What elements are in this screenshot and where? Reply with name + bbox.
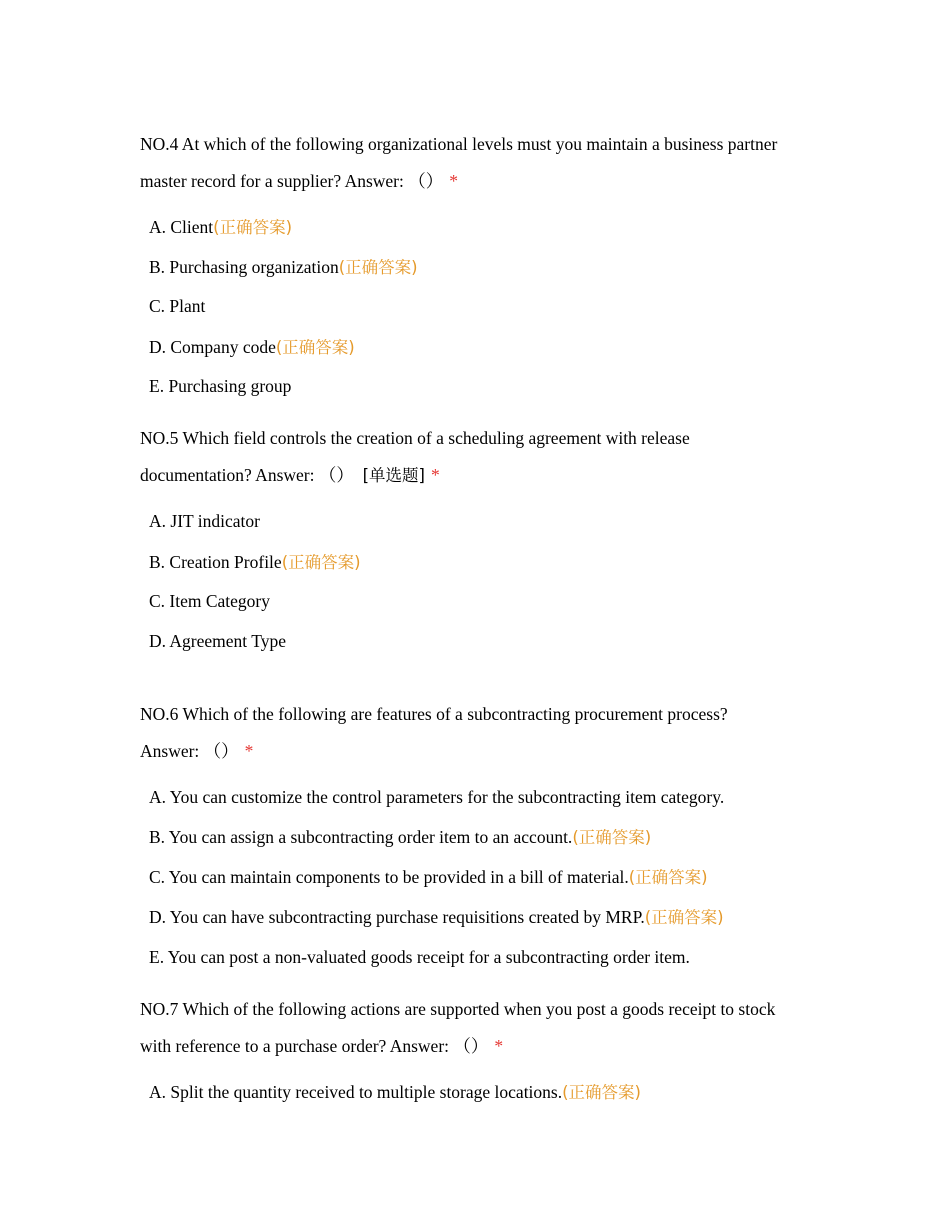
correct-answer-mark: (正确答案) — [562, 1083, 641, 1102]
option-text: A. Client — [149, 217, 214, 237]
correct-answer-mark: (正确答案) — [275, 338, 355, 357]
option-text: B. You can assign a subcontracting order item to an account. — [149, 827, 573, 847]
option-6e — [149, 946, 690, 968]
option-4e — [149, 375, 291, 397]
required-mark: * — [494, 1035, 504, 1056]
option-text: D. You can have subcontracting purchase requisitions created by MRP. — [149, 907, 645, 927]
option-5b — [149, 551, 361, 574]
option-4b — [149, 256, 418, 279]
correct-answer-mark: (正确答案) — [281, 553, 361, 572]
option-text: A. Split the quantity received to multiple storage locations. — [149, 1082, 563, 1102]
option-text: E. You can post a non-valuated goods receipt for a subcontracting order item. — [149, 947, 690, 967]
option-4a — [149, 216, 292, 239]
option-6b — [149, 826, 651, 849]
option-7a — [149, 1081, 641, 1104]
correct-answer-mark: (正确答案) — [213, 218, 293, 237]
correct-answer-mark: (正确答案) — [572, 828, 652, 847]
required-mark: * — [244, 740, 254, 761]
question-5 — [140, 420, 790, 494]
correct-answer-mark: (正确答案) — [644, 908, 724, 927]
required-mark: * — [430, 464, 440, 485]
correct-answer-mark: (正确答案) — [338, 258, 418, 277]
option-text: D. Agreement Type — [149, 631, 286, 651]
option-text: B. Purchasing organization — [149, 257, 339, 277]
option-4d — [149, 336, 355, 359]
option-4c — [149, 295, 205, 317]
option-6d — [149, 906, 724, 929]
option-text: D. Company code — [149, 337, 276, 357]
question-text: NO.7 Which of the following actions are supported when you post a goods receipt to stock with reference to a purchase order? Answer: （） — [140, 999, 776, 1056]
question-text: NO.4 At which of the following organizational levels must you maintain a business partner master record for a supplier? Answer: （） — [140, 134, 778, 191]
option-5c — [149, 590, 270, 612]
option-text: E. Purchasing group — [149, 376, 292, 396]
correct-answer-mark: (正确答案) — [628, 868, 708, 887]
question-text: NO.5 Which field controls the creation of a scheduling agreement with release documentation? Answer: （） — [140, 428, 690, 485]
question-6 — [140, 696, 790, 770]
required-mark: * — [449, 170, 458, 191]
option-5d — [149, 630, 286, 652]
question-4 — [140, 126, 790, 200]
question-7 — [140, 991, 790, 1065]
option-text: C. You can maintain components to be provided in a bill of material. — [149, 867, 629, 887]
option-text: A. JIT indicator — [149, 511, 260, 531]
option-6a — [149, 786, 724, 808]
option-text: C. Plant — [149, 296, 206, 316]
option-text: B. Creation Profile — [149, 552, 282, 572]
option-text: A. You can customize the control parameters for the subcontracting item category. — [149, 787, 725, 807]
option-5a — [149, 510, 260, 532]
option-6c — [149, 866, 708, 889]
option-text: C. Item Category — [149, 591, 271, 611]
question-text: NO.6 Which of the following are features of a subcontracting procurement process? Answer: （） — [140, 704, 728, 761]
question-type-tag: [单选题] — [362, 465, 425, 485]
